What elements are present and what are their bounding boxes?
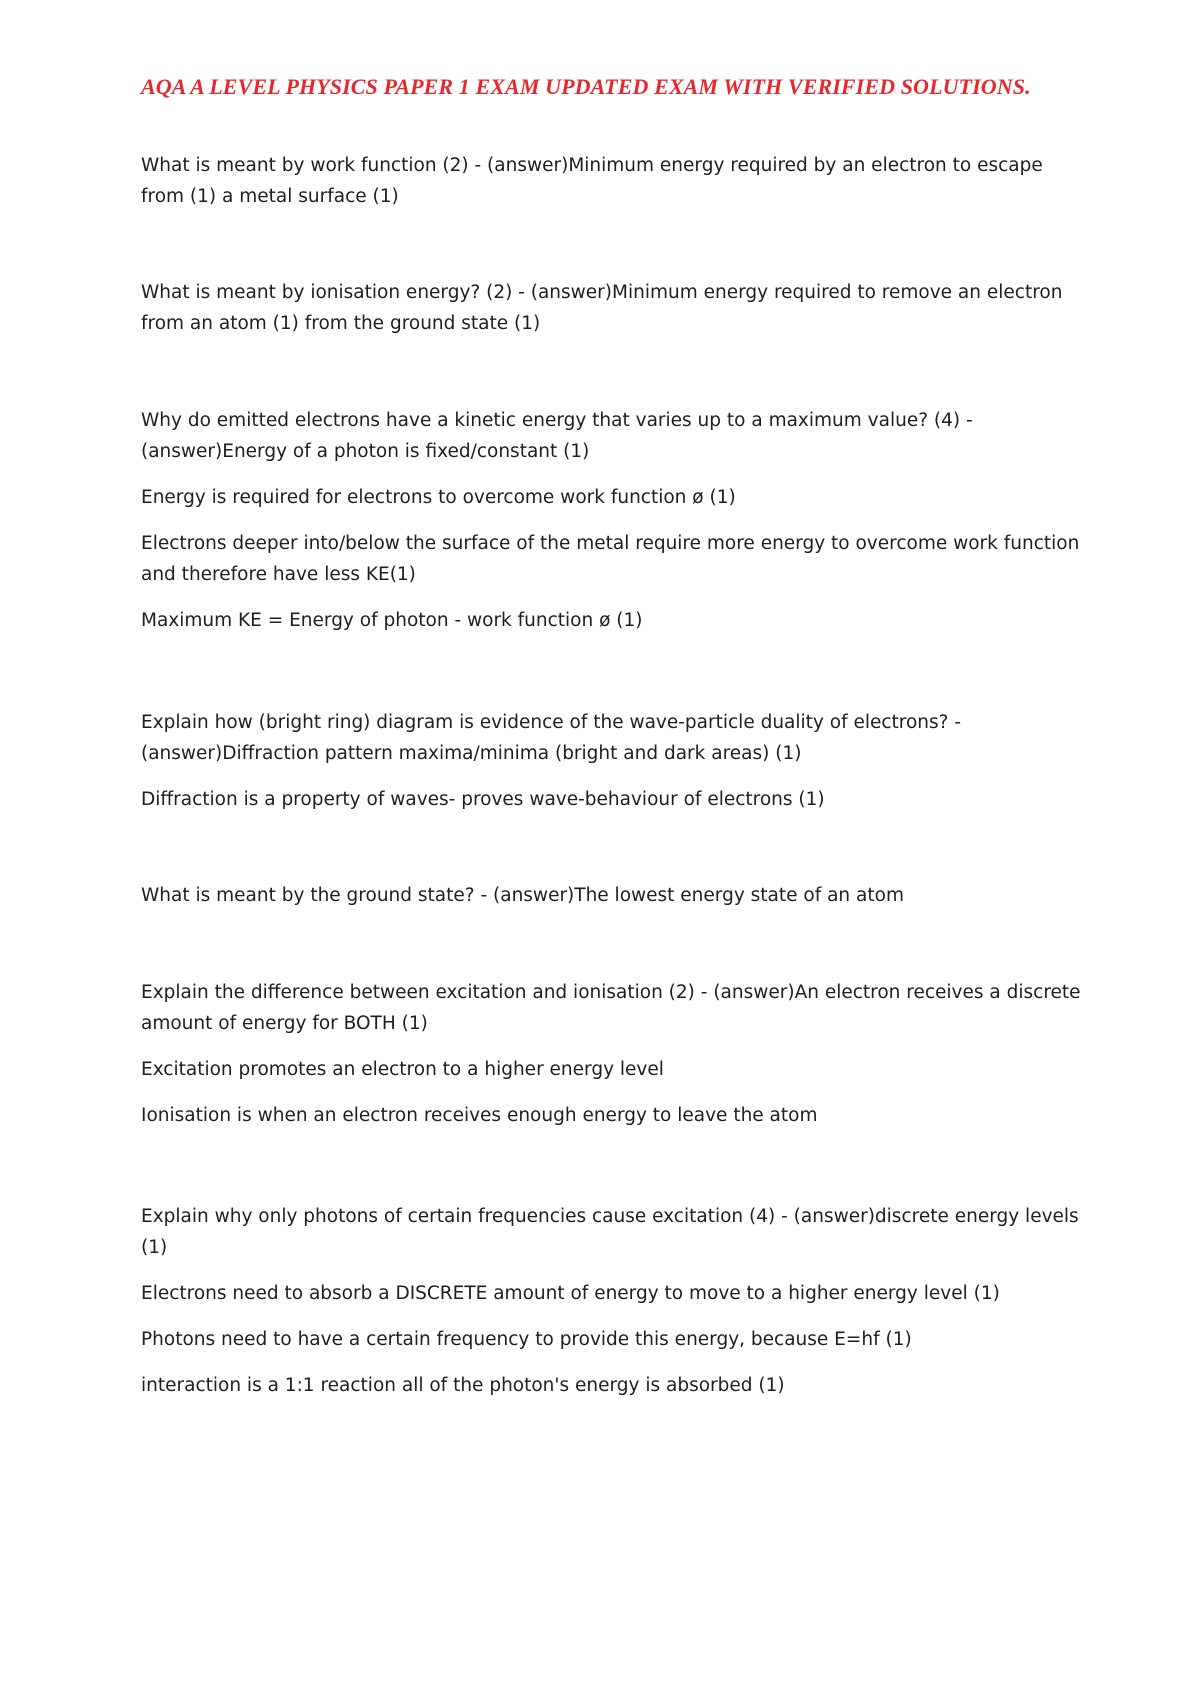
document-title: AQA A LEVEL PHYSICS PAPER 1 EXAM UPDATED EXAM WITH VERIFIED SOLUTIONS. bbox=[141, 74, 1031, 99]
question-ionisation-energy: What is meant by ionisation energy? (2) - (answer)Minimum energy required to remove an electron from an atom (1) from the ground state (1) bbox=[141, 282, 1063, 334]
answer-line: Diffraction is a property of waves- proves wave-behaviour of electrons (1) bbox=[141, 789, 825, 810]
question-kinetic-energy: Why do emitted electrons have a kinetic energy that varies up to a maximum value? (4) - (answer)Energy of a photon is fixed/constant (1) bbox=[141, 410, 973, 462]
question-excitation-ionisation: Explain the difference between excitation and ionisation (2) - (answer)An electron receives a discrete amount of energy for BOTH (1) bbox=[141, 982, 1081, 1034]
qa-block-wave-particle-duality bbox=[141, 707, 1081, 815]
qa-block-ionisation-energy bbox=[141, 277, 1081, 339]
qa-block-kinetic-energy bbox=[141, 405, 1081, 636]
answer-line: Maximum KE = Energy of photon - work function ø (1) bbox=[141, 610, 643, 631]
answer-line: Excitation promotes an electron to a higher energy level bbox=[141, 1059, 664, 1080]
answer-line: Electrons deeper into/below the surface of the metal require more energy to overcome work function and therefore have less KE(1) bbox=[141, 533, 1080, 585]
question-work-function: What is meant by work function (2) - (answer)Minimum energy required by an electron to escape from (1) a metal surface (1) bbox=[141, 155, 1043, 207]
answer-line: interaction is a 1:1 reaction all of the photon's energy is absorbed (1) bbox=[141, 1375, 785, 1396]
qa-block-work-function bbox=[141, 150, 1081, 212]
answer-line: Electrons need to absorb a DISCRETE amount of energy to move to a higher energy level (1) bbox=[141, 1283, 1000, 1304]
qa-block-ground-state bbox=[141, 880, 1081, 911]
question-wave-particle-duality: Explain how (bright ring) diagram is evidence of the wave-particle duality of electrons? - (answer)Diffraction pattern maxima/minima (bright and dark areas) (1) bbox=[141, 712, 962, 764]
question-ground-state: What is meant by the ground state? - (answer)The lowest energy state of an atom bbox=[141, 885, 904, 906]
qa-block-excitation-ionisation bbox=[141, 977, 1081, 1131]
qa-block-photon-frequencies bbox=[141, 1201, 1081, 1401]
answer-line: Photons need to have a certain frequency to provide this energy, because E=hf (1) bbox=[141, 1329, 912, 1350]
question-photon-frequencies: Explain why only photons of certain frequencies cause excitation (4) - (answer)discrete energy levels (1) bbox=[141, 1206, 1079, 1258]
answer-line: Ionisation is when an electron receives enough energy to leave the atom bbox=[141, 1105, 818, 1126]
answer-line: Energy is required for electrons to overcome work function ø (1) bbox=[141, 487, 736, 508]
